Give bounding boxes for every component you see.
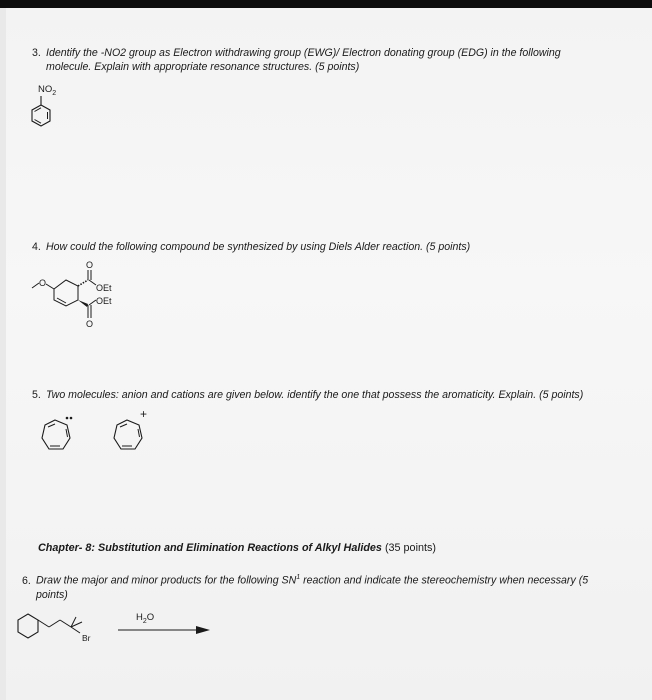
- question-6-number: 6.: [22, 574, 31, 587]
- question-3-number: 3.: [32, 47, 41, 59]
- nitrobenzene-structure: [28, 96, 68, 136]
- question-4-number: 4.: [32, 241, 41, 253]
- alkyl-bromide-structure: [16, 608, 106, 648]
- reagent-label: $H_2O$: [136, 612, 155, 625]
- cycloheptatrienyl-cation-structure: [110, 408, 160, 458]
- question-6-line-2: points): [36, 588, 68, 601]
- nitro-label: $NO_2$: [38, 84, 57, 97]
- cycloheptatrienyl-anion-structure: [38, 414, 78, 458]
- question-3-line-1: Identify the -NO2 group as Electron withdrawing group (EWG)/ Electron donating group (EDG) in the following: [46, 47, 561, 59]
- question-6-line-1: Draw the major and minor products for the following SN: [36, 574, 297, 587]
- question-4: [32, 240, 632, 254]
- top-dark-border: [0, 0, 652, 8]
- question-6: 6. Draw the major and minor products for the following $SN^1$ reaction and indicate the stereochemistry when necessary (5 points): [22, 571, 642, 602]
- chapter-8-title: Chapter- 8: Substitution and Elimination Reactions of Alkyl Halides: [38, 542, 382, 554]
- methoxy-oxygen-label: O: [39, 278, 47, 288]
- lower-carbonyl-oxygen-label: O: [86, 319, 94, 329]
- question-3-line-2: molecule. Explain with appropriate resonance structures. (5 points): [46, 61, 360, 73]
- reaction-arrow: [118, 624, 212, 636]
- diels-alder-product-structure: [30, 258, 140, 338]
- upper-carbonyl-oxygen-label: O: [86, 260, 94, 270]
- question-5-number: 5.: [32, 389, 41, 401]
- upper-ethoxy-label: OEt: [96, 283, 112, 293]
- lower-ethoxy-label: OEt: [96, 296, 112, 306]
- bromine-label: Br: [82, 633, 91, 643]
- chapter-8-heading: [38, 542, 436, 554]
- question-3: [32, 46, 632, 74]
- question-5-text: Two molecules: anion and cations are given below. identify the one that possess the aromaticity. Explain. (5 points): [46, 389, 584, 401]
- question-5: [32, 388, 642, 402]
- question-4-text: How could the following compound be synthesized by using Diels Alder reaction. (5 points): [46, 241, 471, 253]
- chapter-8-points: (35 points): [384, 542, 436, 554]
- cation-charge-label: +: [140, 407, 148, 421]
